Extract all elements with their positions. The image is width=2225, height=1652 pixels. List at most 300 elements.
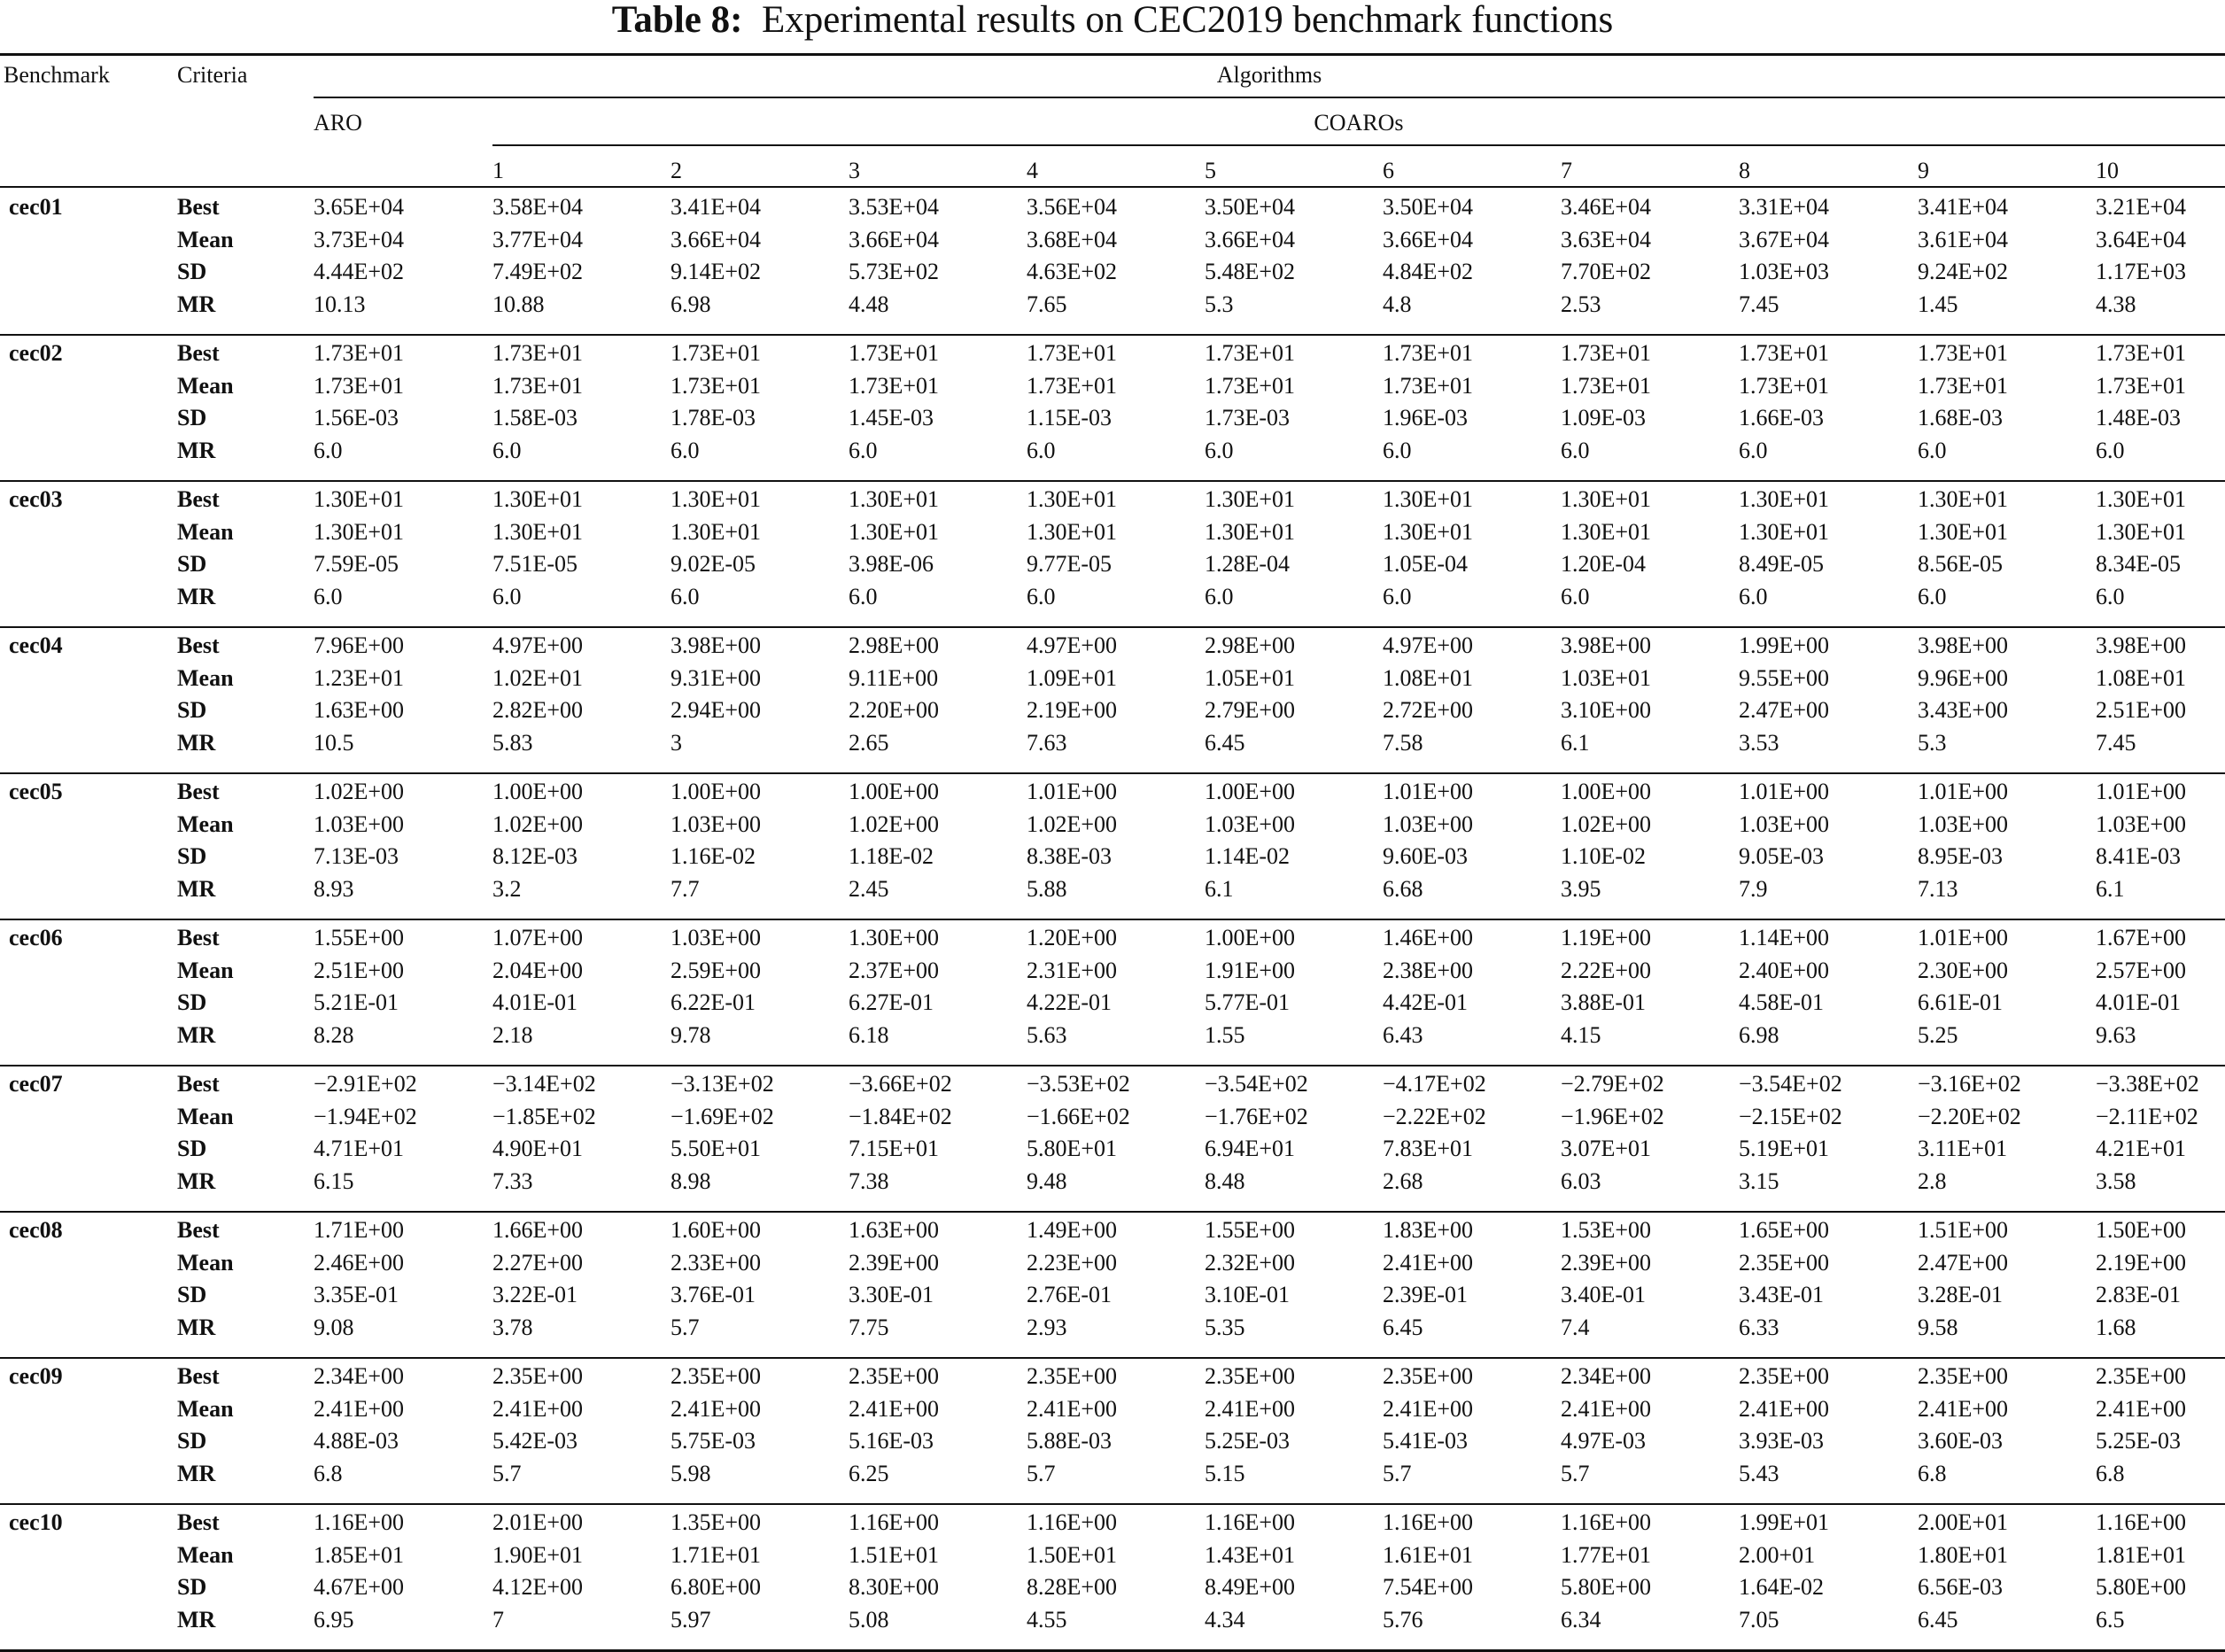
cell-cec06-best-coaro10: 1.67E+00 [2096,925,2187,950]
cell-cec10-mr-coaro4: 4.55 [1027,1606,1067,1633]
benchmark-cec04: cec04 [9,632,63,658]
cell-cec03-sd-coaro5: 1.28E-04 [1205,551,1291,577]
cell-cec10-mean-coaro8: 2.00+01 [1739,1541,1816,1568]
cell-cec01-sd-coaro2: 9.14E+02 [671,259,762,284]
group-rule [0,1503,2225,1505]
cell-cec06-sd-coaro8: 4.58E-01 [1739,989,1825,1015]
cell-cec07-sd-coaro8: 5.19E+01 [1739,1136,1830,1161]
cell-cec07-mr-coaro2: 8.98 [671,1167,711,1194]
cell-cec10-mr-coaro7: 6.34 [1561,1606,1601,1633]
cell-cec05-mr-coaro3: 2.45 [849,875,889,902]
cell-cec04-mean-coaro1: 1.02E+01 [492,664,584,691]
cell-cec08-sd-coaro7: 3.40E-01 [1561,1282,1647,1307]
cell-cec02-mr-coaro1: 6.0 [492,437,522,463]
cell-cec02-mr-coaro9: 6.0 [1918,437,1947,463]
cell-cec04-sd-coaro9: 3.43E+00 [1918,697,2009,723]
cell-cec01-mean-coaro5: 3.66E+04 [1205,226,1296,252]
header-aro: ARO [314,110,362,136]
cell-cec05-mr-coaro6: 6.68 [1383,875,1423,902]
cell-cec01-sd-coaro8: 1.03E+03 [1739,259,1830,284]
cell-cec10-mr-coaro1: 7 [492,1606,504,1633]
cell-cec06-best-coaro9: 1.01E+00 [1918,925,2009,950]
cell-cec01-best-aro: 3.65E+04 [314,194,405,220]
cell-cec07-best-aro: −2.91E+02 [314,1071,417,1097]
cell-cec09-mean-coaro7: 2.41E+00 [1561,1395,1652,1422]
cell-cec07-best-coaro2: −3.13E+02 [671,1071,774,1097]
cell-cec02-mr-coaro4: 6.0 [1027,437,1056,463]
header-variant-8: 8 [1739,158,1750,183]
criteria-mr: MR [177,1314,216,1340]
cell-cec06-mr-coaro8: 6.98 [1739,1021,1779,1048]
cell-cec03-mean-coaro4: 1.30E+01 [1027,518,1118,545]
criteria-mean: Mean [177,664,234,691]
cell-cec06-mr-coaro7: 4.15 [1561,1021,1601,1048]
cell-cec04-best-aro: 7.96E+00 [314,632,405,658]
cell-cec08-mean-coaro8: 2.35E+00 [1739,1249,1830,1276]
cell-cec09-best-coaro6: 2.35E+00 [1383,1363,1474,1389]
cell-cec03-sd-coaro4: 9.77E-05 [1027,551,1112,577]
table-caption-text: Experimental results on CEC2019 benchmark functions [761,0,1614,41]
cell-cec05-mean-coaro5: 1.03E+00 [1205,810,1296,837]
cell-cec05-sd-coaro10: 8.41E-03 [2096,843,2182,869]
cell-cec02-mr-coaro7: 6.0 [1561,437,1590,463]
cell-cec05-sd-coaro1: 8.12E-03 [492,843,578,869]
cell-cec06-best-coaro7: 1.19E+00 [1561,925,1652,950]
cell-cec09-sd-coaro7: 4.97E-03 [1561,1428,1647,1454]
cell-cec07-best-coaro10: −3.38E+02 [2096,1071,2199,1097]
cell-cec10-mean-coaro3: 1.51E+01 [849,1541,940,1568]
cell-cec01-mean-coaro2: 3.66E+04 [671,226,762,252]
cell-cec05-mean-coaro10: 1.03E+00 [2096,810,2187,837]
cell-cec07-mr-coaro6: 2.68 [1383,1167,1423,1194]
cell-cec04-mean-coaro9: 9.96E+00 [1918,664,2009,691]
benchmark-cec08: cec08 [9,1217,63,1243]
cell-cec10-mean-coaro9: 1.80E+01 [1918,1541,2009,1568]
benchmark-cec01: cec01 [9,194,63,220]
criteria-sd: SD [177,1428,207,1454]
cell-cec08-best-coaro3: 1.63E+00 [849,1217,940,1243]
cell-cec01-mean-coaro7: 3.63E+04 [1561,226,1652,252]
cell-cec05-best-coaro4: 1.01E+00 [1027,779,1118,804]
cell-cec10-mr-coaro10: 6.5 [2096,1606,2125,1633]
cell-cec02-mr-coaro5: 6.0 [1205,437,1234,463]
cell-cec06-best-coaro4: 1.20E+00 [1027,925,1118,950]
cell-cec03-mean-coaro8: 1.30E+01 [1739,518,1830,545]
cell-cec01-best-coaro7: 3.46E+04 [1561,194,1652,220]
cell-cec04-sd-coaro6: 2.72E+00 [1383,697,1474,723]
criteria-mean: Mean [177,1249,234,1276]
cell-cec01-mr-aro: 10.13 [314,291,366,317]
cell-cec09-mean-coaro2: 2.41E+00 [671,1395,762,1422]
criteria-best: Best [177,486,220,512]
cell-cec03-mr-coaro10: 6.0 [2096,583,2125,609]
cell-cec08-mean-coaro5: 2.32E+00 [1205,1249,1296,1276]
cell-cec08-mean-coaro10: 2.19E+00 [2096,1249,2187,1276]
header-coaros: COAROs [1314,110,1404,136]
cell-cec04-mr-coaro6: 7.58 [1383,729,1423,756]
cell-cec07-sd-coaro10: 4.21E+01 [2096,1136,2187,1161]
cell-cec01-sd-coaro4: 4.63E+02 [1027,259,1118,284]
cell-cec07-sd-coaro3: 7.15E+01 [849,1136,940,1161]
cell-cec08-sd-coaro10: 2.83E-01 [2096,1282,2182,1307]
cell-cec09-best-coaro7: 2.34E+00 [1561,1363,1652,1389]
top-rule [0,53,2225,56]
cell-cec08-mean-coaro6: 2.41E+00 [1383,1249,1474,1276]
header-variant-3: 3 [849,158,860,183]
cell-cec09-mr-coaro4: 5.7 [1027,1460,1056,1486]
cell-cec04-mr-coaro8: 3.53 [1739,729,1779,756]
header-bottom-rule [0,186,2225,188]
cell-cec09-sd-coaro3: 5.16E-03 [849,1428,934,1454]
cell-cec07-best-coaro6: −4.17E+02 [1383,1071,1486,1097]
cell-cec05-best-coaro1: 1.00E+00 [492,779,584,804]
group-rule [0,772,2225,774]
cell-cec09-sd-aro: 4.88E-03 [314,1428,399,1454]
table-caption [0,0,2225,43]
cell-cec08-best-aro: 1.71E+00 [314,1217,405,1243]
cell-cec01-mr-coaro2: 6.98 [671,291,711,317]
criteria-mr: MR [177,729,216,756]
benchmark-cec03: cec03 [9,486,63,512]
cell-cec08-sd-coaro6: 2.39E-01 [1383,1282,1469,1307]
cell-cec02-mr-aro: 6.0 [314,437,343,463]
cell-cec02-sd-coaro2: 1.78E-03 [671,405,756,430]
cell-cec02-mean-coaro10: 1.73E+01 [2096,372,2187,399]
cell-cec08-mr-coaro7: 7.4 [1561,1314,1590,1340]
cell-cec07-mean-coaro7: −1.96E+02 [1561,1103,1664,1129]
cell-cec07-mean-coaro10: −2.11E+02 [2096,1103,2198,1129]
cell-cec02-mean-coaro5: 1.73E+01 [1205,372,1296,399]
benchmark-cec07: cec07 [9,1071,63,1097]
cell-cec10-best-coaro8: 1.99E+01 [1739,1509,1830,1535]
cell-cec05-mean-coaro8: 1.03E+00 [1739,810,1830,837]
group-rule [0,1357,2225,1359]
cell-cec07-mean-coaro4: −1.66E+02 [1027,1103,1130,1129]
cell-cec03-mr-coaro5: 6.0 [1205,583,1234,609]
criteria-mean: Mean [177,957,234,983]
cell-cec07-mean-coaro3: −1.84E+02 [849,1103,952,1129]
cell-cec03-best-coaro7: 1.30E+01 [1561,486,1652,512]
cell-cec01-sd-coaro10: 1.17E+03 [2096,259,2187,284]
cell-cec09-mr-coaro8: 5.43 [1739,1460,1779,1486]
cell-cec08-best-coaro6: 1.83E+00 [1383,1217,1474,1243]
cell-cec04-mean-coaro4: 1.09E+01 [1027,664,1118,691]
cell-cec04-best-coaro7: 3.98E+00 [1561,632,1652,658]
cell-cec04-mr-coaro9: 5.3 [1918,729,1947,756]
cell-cec01-sd-coaro1: 7.49E+02 [492,259,584,284]
cell-cec06-sd-coaro3: 6.27E-01 [849,989,934,1015]
cell-cec02-mean-coaro2: 1.73E+01 [671,372,762,399]
cell-cec03-mr-coaro2: 6.0 [671,583,700,609]
cell-cec05-sd-coaro5: 1.14E-02 [1205,843,1291,869]
cell-cec10-mr-coaro9: 6.45 [1918,1606,1958,1633]
criteria-mr: MR [177,583,216,609]
cell-cec05-mean-aro: 1.03E+00 [314,810,405,837]
cell-cec05-best-aro: 1.02E+00 [314,779,405,804]
criteria-best: Best [177,340,220,366]
group-rule [0,480,2225,482]
cell-cec09-mr-aro: 6.8 [314,1460,343,1486]
cell-cec09-mr-coaro9: 6.8 [1918,1460,1947,1486]
cell-cec02-sd-coaro7: 1.09E-03 [1561,405,1647,430]
cell-cec07-mean-coaro5: −1.76E+02 [1205,1103,1308,1129]
cell-cec04-mean-coaro5: 1.05E+01 [1205,664,1296,691]
cell-cec04-mr-coaro5: 6.45 [1205,729,1245,756]
cell-cec03-mean-coaro10: 1.30E+01 [2096,518,2187,545]
cell-cec03-best-coaro3: 1.30E+01 [849,486,940,512]
cell-cec10-best-coaro6: 1.16E+00 [1383,1509,1474,1535]
cell-cec05-best-coaro9: 1.01E+00 [1918,779,2009,804]
cell-cec02-best-coaro3: 1.73E+01 [849,340,940,366]
criteria-sd: SD [177,989,207,1015]
cell-cec06-sd-aro: 5.21E-01 [314,989,399,1015]
cell-cec05-mean-coaro3: 1.02E+00 [849,810,940,837]
cell-cec10-sd-coaro3: 8.30E+00 [849,1574,940,1600]
cell-cec07-mr-coaro7: 6.03 [1561,1167,1601,1194]
cell-cec03-mean-coaro5: 1.30E+01 [1205,518,1296,545]
criteria-mean: Mean [177,1103,234,1129]
cell-cec07-sd-coaro2: 5.50E+01 [671,1136,762,1161]
cell-cec09-best-coaro5: 2.35E+00 [1205,1363,1296,1389]
cell-cec04-mean-coaro7: 1.03E+01 [1561,664,1652,691]
cell-cec01-best-coaro8: 3.31E+04 [1739,194,1830,220]
cell-cec03-mean-coaro7: 1.30E+01 [1561,518,1652,545]
cell-cec05-sd-coaro4: 8.38E-03 [1027,843,1112,869]
cell-cec05-best-coaro7: 1.00E+00 [1561,779,1652,804]
cell-cec02-sd-aro: 1.56E-03 [314,405,399,430]
cell-cec06-sd-coaro5: 5.77E-01 [1205,989,1291,1015]
cell-cec07-mr-coaro1: 7.33 [492,1167,533,1194]
cell-cec07-best-coaro4: −3.53E+02 [1027,1071,1130,1097]
cell-cec03-best-coaro6: 1.30E+01 [1383,486,1474,512]
cell-cec04-best-coaro4: 4.97E+00 [1027,632,1118,658]
cell-cec05-mr-coaro4: 5.88 [1027,875,1067,902]
cell-cec07-sd-coaro7: 3.07E+01 [1561,1136,1652,1161]
cell-cec06-sd-coaro2: 6.22E-01 [671,989,756,1015]
cell-cec01-mean-coaro4: 3.68E+04 [1027,226,1118,252]
cell-cec07-best-coaro1: −3.14E+02 [492,1071,596,1097]
benchmark-cec10: cec10 [9,1509,63,1535]
group-rule [0,1211,2225,1213]
cell-cec04-mean-aro: 1.23E+01 [314,664,405,691]
cell-cec08-best-coaro9: 1.51E+00 [1918,1217,2009,1243]
cell-cec05-sd-coaro2: 1.16E-02 [671,843,756,869]
cell-cec02-sd-coaro1: 1.58E-03 [492,405,578,430]
cell-cec04-best-coaro10: 3.98E+00 [2096,632,2187,658]
cell-cec07-mean-coaro2: −1.69E+02 [671,1103,774,1129]
cell-cec07-mean-coaro8: −2.15E+02 [1739,1103,1842,1129]
cell-cec09-mr-coaro2: 5.98 [671,1460,711,1486]
cell-cec07-mean-coaro1: −1.85E+02 [492,1103,596,1129]
cell-cec05-mean-coaro9: 1.03E+00 [1918,810,2009,837]
cell-cec06-mean-coaro7: 2.22E+00 [1561,957,1652,983]
header-variant-9: 9 [1918,158,1929,183]
cell-cec01-mean-coaro3: 3.66E+04 [849,226,940,252]
criteria-mean: Mean [177,1395,234,1422]
cell-cec01-best-coaro3: 3.53E+04 [849,194,940,220]
cell-cec02-mean-aro: 1.73E+01 [314,372,405,399]
criteria-best: Best [177,925,220,950]
cell-cec10-mean-coaro10: 1.81E+01 [2096,1541,2187,1568]
cell-cec07-mean-coaro6: −2.22E+02 [1383,1103,1486,1129]
cell-cec08-mr-coaro10: 1.68 [2096,1314,2136,1340]
cell-cec05-mean-coaro7: 1.02E+00 [1561,810,1652,837]
cell-cec08-mean-coaro4: 2.23E+00 [1027,1249,1118,1276]
cell-cec04-mean-coaro2: 9.31E+00 [671,664,762,691]
cell-cec03-sd-coaro3: 3.98E-06 [849,551,934,577]
cell-cec10-best-aro: 1.16E+00 [314,1509,405,1535]
cell-cec03-mr-coaro8: 6.0 [1739,583,1768,609]
cell-cec01-best-coaro4: 3.56E+04 [1027,194,1118,220]
cell-cec03-mr-coaro6: 6.0 [1383,583,1412,609]
cell-cec01-mr-coaro10: 4.38 [2096,291,2136,317]
cell-cec07-best-coaro8: −3.54E+02 [1739,1071,1842,1097]
cell-cec09-mean-aro: 2.41E+00 [314,1395,405,1422]
coaros-rule [492,144,2225,146]
cell-cec09-sd-coaro4: 5.88E-03 [1027,1428,1112,1454]
cell-cec09-best-aro: 2.34E+00 [314,1363,405,1389]
cell-cec06-best-aro: 1.55E+00 [314,925,405,950]
cell-cec06-best-coaro8: 1.14E+00 [1739,925,1830,950]
criteria-mr: MR [177,1460,216,1486]
cell-cec09-mean-coaro3: 2.41E+00 [849,1395,940,1422]
cell-cec08-best-coaro2: 1.60E+00 [671,1217,762,1243]
cell-cec01-sd-coaro7: 7.70E+02 [1561,259,1652,284]
cell-cec04-mean-coaro10: 1.08E+01 [2096,664,2187,691]
cell-cec06-mr-coaro1: 2.18 [492,1021,533,1048]
cell-cec10-mr-coaro5: 4.34 [1205,1606,1245,1633]
cell-cec03-mean-aro: 1.30E+01 [314,518,405,545]
cell-cec03-sd-coaro2: 9.02E-05 [671,551,756,577]
cell-cec07-best-coaro5: −3.54E+02 [1205,1071,1308,1097]
cell-cec03-best-coaro8: 1.30E+01 [1739,486,1830,512]
cell-cec04-sd-coaro1: 2.82E+00 [492,697,584,723]
cell-cec07-mr-coaro3: 7.38 [849,1167,889,1194]
benchmark-cec05: cec05 [9,779,63,804]
cell-cec05-sd-coaro6: 9.60E-03 [1383,843,1469,869]
cell-cec02-sd-coaro4: 1.15E-03 [1027,405,1112,430]
cell-cec10-mean-coaro7: 1.77E+01 [1561,1541,1652,1568]
cell-cec08-sd-coaro3: 3.30E-01 [849,1282,934,1307]
cell-cec03-best-coaro9: 1.30E+01 [1918,486,2009,512]
cell-cec10-sd-coaro1: 4.12E+00 [492,1574,584,1600]
cell-cec07-sd-aro: 4.71E+01 [314,1136,405,1161]
cell-cec10-sd-coaro10: 5.80E+00 [2096,1574,2187,1600]
cell-cec03-mr-coaro3: 6.0 [849,583,878,609]
cell-cec03-best-coaro10: 1.30E+01 [2096,486,2187,512]
cell-cec04-sd-coaro4: 2.19E+00 [1027,697,1118,723]
cell-cec10-best-coaro2: 1.35E+00 [671,1509,762,1535]
cell-cec02-mean-coaro9: 1.73E+01 [1918,372,2009,399]
cell-cec01-mean-coaro9: 3.61E+04 [1918,226,2009,252]
cell-cec08-sd-coaro4: 2.76E-01 [1027,1282,1112,1307]
cell-cec09-sd-coaro9: 3.60E-03 [1918,1428,2004,1454]
cell-cec07-best-coaro9: −3.16E+02 [1918,1071,2021,1097]
cell-cec02-sd-coaro3: 1.45E-03 [849,405,934,430]
cell-cec02-mr-coaro6: 6.0 [1383,437,1412,463]
criteria-mean: Mean [177,1541,234,1568]
cell-cec04-best-coaro6: 4.97E+00 [1383,632,1474,658]
criteria-mr: MR [177,1167,216,1194]
cell-cec08-sd-aro: 3.35E-01 [314,1282,399,1307]
criteria-best: Best [177,194,220,220]
cell-cec06-mean-coaro2: 2.59E+00 [671,957,762,983]
cell-cec10-best-coaro4: 1.16E+00 [1027,1509,1118,1535]
cell-cec04-sd-coaro2: 2.94E+00 [671,697,762,723]
cell-cec08-mr-coaro8: 6.33 [1739,1314,1779,1340]
cell-cec02-best-coaro2: 1.73E+01 [671,340,762,366]
cell-cec09-mean-coaro1: 2.41E+00 [492,1395,584,1422]
cell-cec05-mr-coaro7: 3.95 [1561,875,1601,902]
cell-cec01-mr-coaro7: 2.53 [1561,291,1601,317]
cell-cec03-mr-coaro9: 6.0 [1918,583,1947,609]
cell-cec04-sd-coaro10: 2.51E+00 [2096,697,2187,723]
cell-cec02-best-coaro5: 1.73E+01 [1205,340,1296,366]
cell-cec05-best-coaro2: 1.00E+00 [671,779,762,804]
cell-cec04-mr-coaro4: 7.63 [1027,729,1067,756]
cell-cec09-mean-coaro10: 2.41E+00 [2096,1395,2187,1422]
cell-cec07-mr-aro: 6.15 [314,1167,354,1194]
criteria-mean: Mean [177,226,234,252]
cell-cec05-mean-coaro4: 1.02E+00 [1027,810,1118,837]
cell-cec06-mean-aro: 2.51E+00 [314,957,405,983]
cell-cec10-mean-coaro5: 1.43E+01 [1205,1541,1296,1568]
cell-cec01-mean-coaro6: 3.66E+04 [1383,226,1474,252]
cell-cec09-mr-coaro6: 5.7 [1383,1460,1412,1486]
cell-cec03-mean-coaro3: 1.30E+01 [849,518,940,545]
criteria-best: Best [177,779,220,804]
cell-cec10-sd-coaro8: 1.64E-02 [1739,1574,1825,1600]
cell-cec07-sd-coaro4: 5.80E+01 [1027,1136,1118,1161]
cell-cec01-mean-coaro10: 3.64E+04 [2096,226,2187,252]
cell-cec01-mr-coaro9: 1.45 [1918,291,1958,317]
cell-cec01-sd-coaro3: 5.73E+02 [849,259,940,284]
cell-cec01-mr-coaro1: 10.88 [492,291,545,317]
cell-cec02-mr-coaro2: 6.0 [671,437,700,463]
cell-cec06-mean-coaro10: 2.57E+00 [2096,957,2187,983]
cell-cec02-sd-coaro6: 1.96E-03 [1383,405,1469,430]
cell-cec06-mean-coaro3: 2.37E+00 [849,957,940,983]
cell-cec04-mr-aro: 10.5 [314,729,354,756]
cell-cec04-mr-coaro7: 6.1 [1561,729,1590,756]
cell-cec07-sd-coaro1: 4.90E+01 [492,1136,584,1161]
header-variant-7: 7 [1561,158,1572,183]
cell-cec05-best-coaro3: 1.00E+00 [849,779,940,804]
header-variant-10: 10 [2096,158,2119,183]
criteria-sd: SD [177,1136,207,1161]
criteria-mr: MR [177,437,216,463]
cell-cec03-mr-coaro7: 6.0 [1561,583,1590,609]
criteria-best: Best [177,1217,220,1243]
cell-cec08-best-coaro10: 1.50E+00 [2096,1217,2187,1243]
cell-cec09-mr-coaro5: 5.15 [1205,1460,1245,1486]
header-criteria: Criteria [177,62,248,88]
cell-cec04-best-coaro3: 2.98E+00 [849,632,940,658]
cell-cec10-best-coaro1: 2.01E+00 [492,1509,584,1535]
cell-cec06-sd-coaro10: 4.01E-01 [2096,989,2182,1015]
cell-cec06-best-coaro5: 1.00E+00 [1205,925,1296,950]
cell-cec02-best-aro: 1.73E+01 [314,340,405,366]
criteria-mr: MR [177,1021,216,1048]
cell-cec08-best-coaro1: 1.66E+00 [492,1217,584,1243]
cell-cec03-sd-coaro7: 1.20E-04 [1561,551,1647,577]
cell-cec10-sd-aro: 4.67E+00 [314,1574,405,1600]
cell-cec05-mr-aro: 8.93 [314,875,354,902]
cell-cec06-best-coaro2: 1.03E+00 [671,925,762,950]
criteria-sd: SD [177,1282,207,1307]
cell-cec09-mean-coaro5: 2.41E+00 [1205,1395,1296,1422]
benchmark-cec06: cec06 [9,925,63,950]
